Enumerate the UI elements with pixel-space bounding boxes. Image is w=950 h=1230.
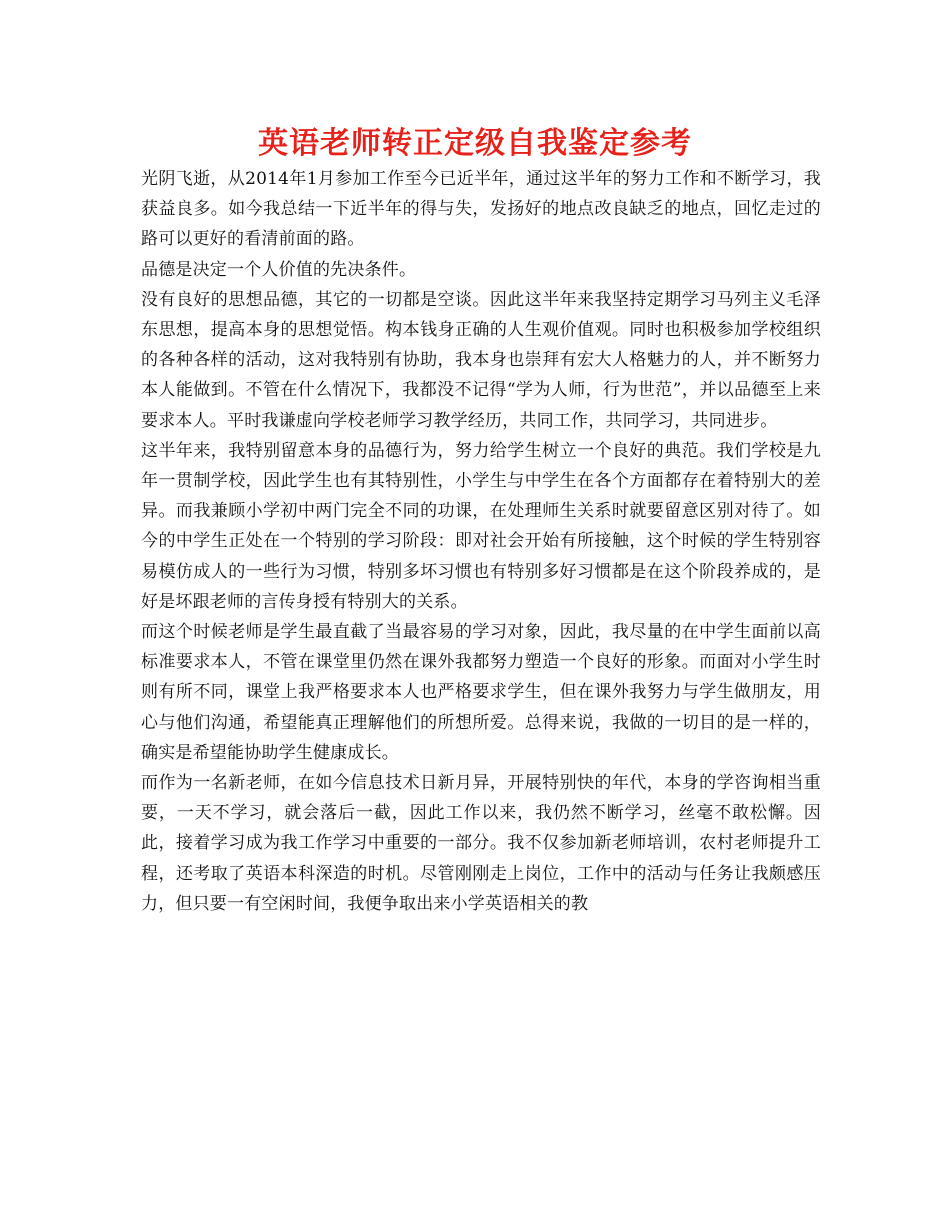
paragraph: 而作为一名新老师，在如今信息技术日新月异，开展特别快的年代，本身的学咨询相当重要，一天不学习，就会落后一截，因此工作以来，我仍然不断学习，丝毫不敢松懈。因此，接着学习成为我工作学习中重要的一部分。我不仅参加新老师培训，农村老师提升工程，还考取了英语本科深造的时机。尽管刚刚走上岗位，工作中的活动与任务让我颇感压力，但只要一有空闲时间，我便争取出来小学英语相关的教 bbox=[141, 773, 821, 914]
document-body bbox=[141, 164, 821, 919]
paragraph: 没有良好的思想品德，其它的一切都是空谈。因此这半年来我坚持定期学习马列主义毛泽东思想，提高本身的思想觉悟。构本钱身正确的人生观价值观。同时也积极参加学校组织的各种各样的活动，这对我特别有协助，我本身也崇拜有宏大人格魅力的人，并不断努力本人能做到。不管在什么情况下，我都没不记得“学为人师，行为世范”，并以品德至上来要求本人。平时我谦虚向学校老师学习教学经历，共同工作，共同学习，共同进步。 bbox=[141, 289, 821, 431]
document-title: 英语老师转正定级自我鉴定参考 bbox=[258, 126, 692, 161]
paragraph: 而这个时候老师是学生最直截了当最容易的学习对象，因此，我尽量的在中学生面前以高标准要求本人，不管在课堂里仍然在课外我都努力塑造一个良好的形象。而面对小学生时则有所不同，课堂上我严格要求本人也严格要求学生，但在课外我努力与学生做朋友，用心与他们沟通，希望能真正理解他们的所想所爱。总得来说，我做的一切目的是一样的，确实是希望能协助学生健康成长。 bbox=[141, 622, 821, 763]
paragraph: 这半年来，我特别留意本身的品德行为，努力给学生树立一个良好的典范。我们学校是九年一贯制学校，因此学生也有其特别性，小学生与中学生在各个方面都存在着特别大的差异。而我兼顾小学初中两门完全不同的功课，在处理师生关系时就要留意区别对待了。如今的中学生正处在一个特别的学习阶段：即对社会开始有所接触，这个时候的学生特别容易模仿成人的一些行为习惯，特别多坏习惯也有特别多好习惯都是在这个阶段养成的，是好是坏跟老师的言传身授有特别大的关系。 bbox=[141, 440, 821, 612]
paragraph: 光阴飞逝，从2014年1月参加工作至今已近半年，通过这半年的努力工作和不断学习，我获益良多。如今我总结一下近半年的得与失，发扬好的地点改良缺乏的地点，回忆走过的路可以更好的看清前面的路。 bbox=[141, 169, 821, 250]
paragraph: 品德是决定一个人价值的先决条件。 bbox=[141, 259, 417, 280]
